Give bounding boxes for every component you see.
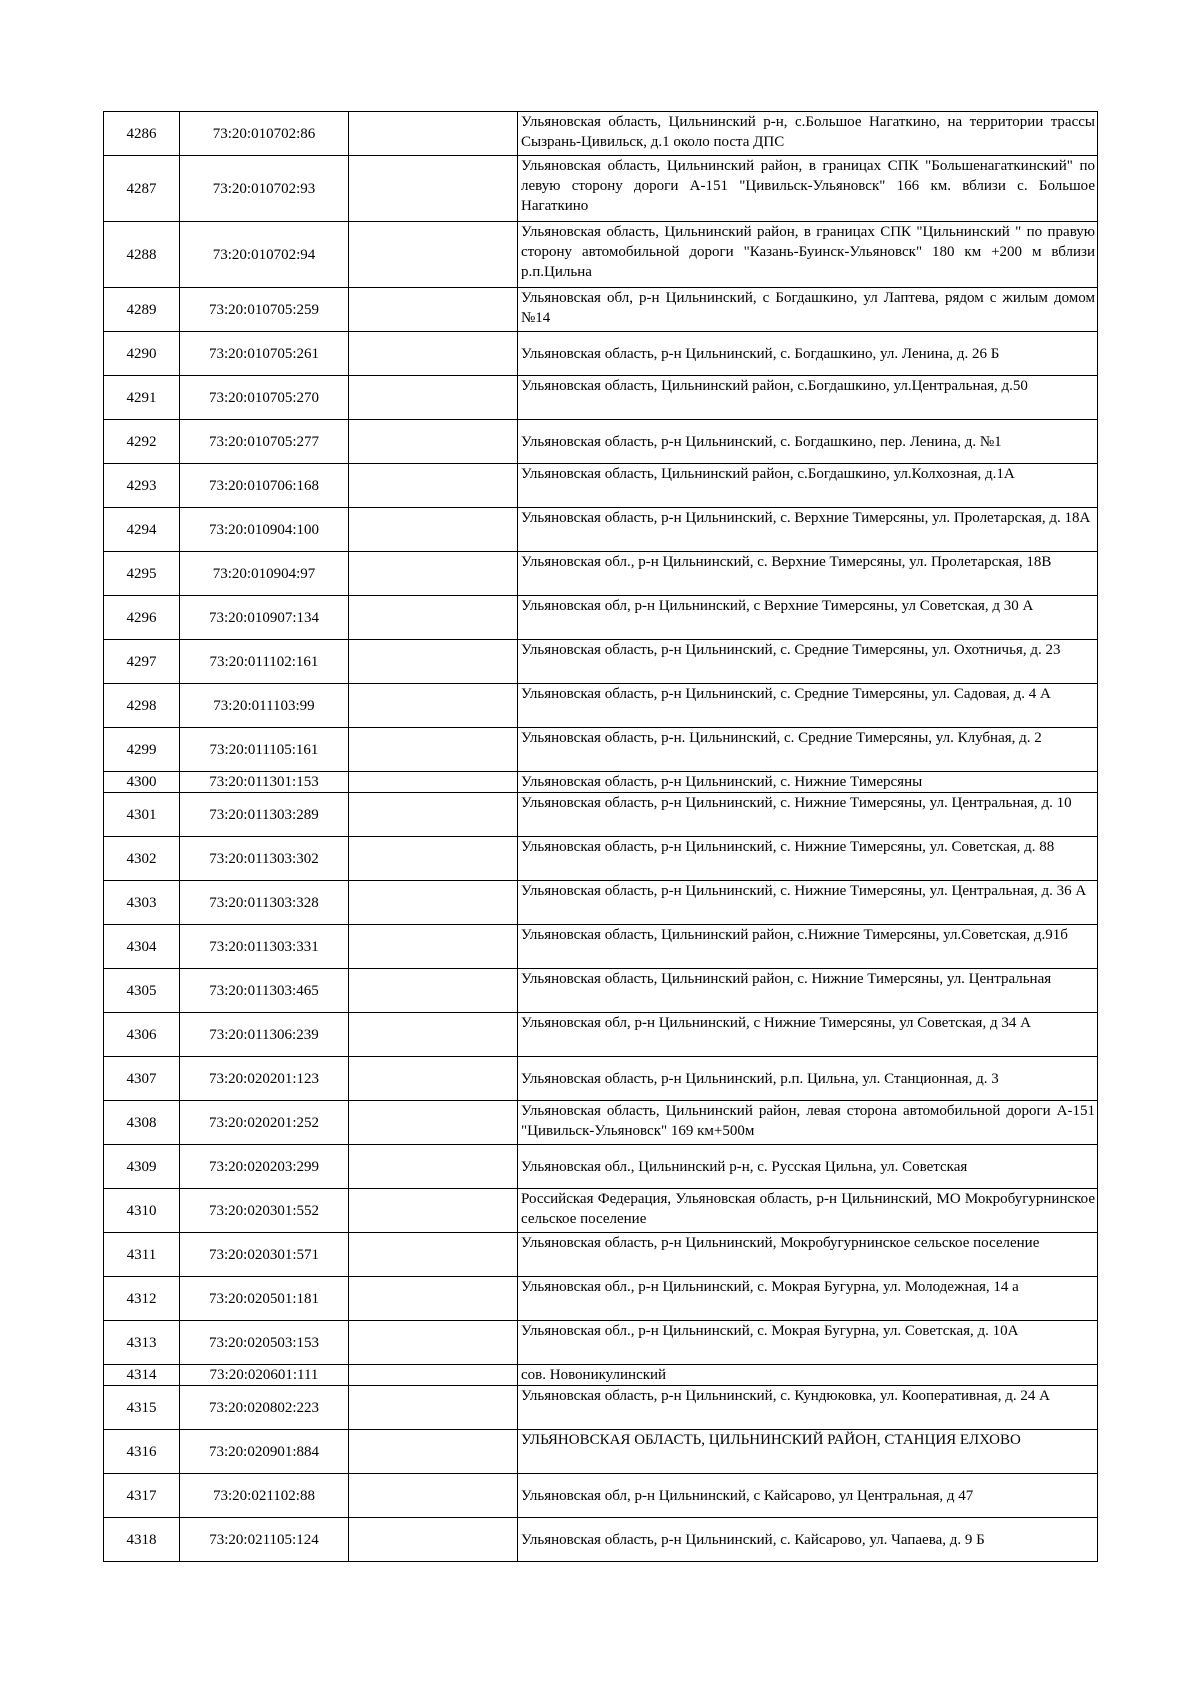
table-row <box>104 684 1098 728</box>
address-cell: Ульяновская область, Цильнинский район, с.Богдашкино, ул.Колхозная, д.1А <box>518 464 1098 508</box>
cadastral-number-cell: 73:20:020601:111 <box>180 1365 349 1386</box>
empty-cell <box>349 1277 518 1321</box>
row-number-cell: 4293 <box>104 464 180 508</box>
table-row <box>104 728 1098 772</box>
address-cell: Ульяновская обл., р-н Цильнинский, с. Верхние Тимерсяны, ул. Пролетарская, 18В <box>518 552 1098 596</box>
table-row <box>104 1474 1098 1518</box>
empty-cell <box>349 881 518 925</box>
empty-cell <box>349 1430 518 1474</box>
address-cell: Ульяновская область, р-н Цильнинский, с. Верхние Тимерсяны, ул. Пролетарская, д. 18А <box>518 508 1098 552</box>
table-row <box>104 1518 1098 1562</box>
row-number-cell: 4313 <box>104 1321 180 1365</box>
address-cell: Ульяновская область, р-н Цильнинский, с. Нижние Тимерсяны, ул. Центральная, д. 36 А <box>518 881 1098 925</box>
address-cell: Ульяновская область, р-н Цильнинский, с. Нижние Тимерсяны, ул. Советская, д. 88 <box>518 837 1098 881</box>
empty-cell <box>349 596 518 640</box>
empty-cell <box>349 728 518 772</box>
table-row <box>104 640 1098 684</box>
address-cell: Ульяновская обл, р-н Цильнинский, с Богдашкино, ул Лаптева, рядом с жилым домом №14 <box>518 288 1098 332</box>
cadastral-number-cell: 73:20:020203:299 <box>180 1145 349 1189</box>
row-number-cell: 4299 <box>104 728 180 772</box>
row-number-cell: 4295 <box>104 552 180 596</box>
address-cell: Ульяновская область, Цильнинский район, с.Нижние Тимерсяны, ул.Советская, д.91б <box>518 925 1098 969</box>
table-row <box>104 1057 1098 1101</box>
address-cell: Ульяновская область, р-н Цильнинский, с. Средние Тимерсяны, ул. Садовая, д. 4 А <box>518 684 1098 728</box>
empty-cell <box>349 640 518 684</box>
cadastral-number-cell: 73:20:011303:328 <box>180 881 349 925</box>
empty-cell <box>349 1321 518 1365</box>
row-number-cell: 4296 <box>104 596 180 640</box>
cadastral-number-cell: 73:20:011303:465 <box>180 969 349 1013</box>
empty-cell <box>349 772 518 793</box>
empty-cell <box>349 288 518 332</box>
address-cell: Ульяновская область, р-н Цильнинский, с. Кундюковка, ул. Кооперативная, д. 24 А <box>518 1386 1098 1430</box>
row-number-cell: 4318 <box>104 1518 180 1562</box>
address-cell: Ульяновская область, р-н Цильнинский, Мокробугурнинское сельское поселение <box>518 1233 1098 1277</box>
cadastral-number-cell: 73:20:011103:99 <box>180 684 349 728</box>
table-row <box>104 1365 1098 1386</box>
cadastral-number-cell: 73:20:021102:88 <box>180 1474 349 1518</box>
row-number-cell: 4290 <box>104 332 180 376</box>
cadastral-number-cell: 73:20:011303:289 <box>180 793 349 837</box>
cadastral-number-cell: 73:20:010907:134 <box>180 596 349 640</box>
cadastral-number-cell: 73:20:010702:93 <box>180 156 349 222</box>
empty-cell <box>349 464 518 508</box>
table-row <box>104 1189 1098 1233</box>
address-cell: Ульяновская область, р-н. Цильнинский, с. Средние Тимерсяны, ул. Клубная, д. 2 <box>518 728 1098 772</box>
table-row <box>104 332 1098 376</box>
row-number-cell: 4294 <box>104 508 180 552</box>
row-number-cell: 4291 <box>104 376 180 420</box>
table-row <box>104 1101 1098 1145</box>
address-cell: Ульяновская область, Цильнинский район, в границах СПК "Большенагаткинский" по левую сторону дороги А-151 "Цивильск-Ульяновск" 166 км. вблизи с. Большое Нагаткино <box>518 156 1098 222</box>
address-cell: Российская Федерация, Ульяновская область, р-н Цильнинский, МО Мокробугурнинское сельское поселение <box>518 1189 1098 1233</box>
row-number-cell: 4309 <box>104 1145 180 1189</box>
cadastral-number-cell: 73:20:020802:223 <box>180 1386 349 1430</box>
empty-cell <box>349 112 518 156</box>
land-plot-registry-table <box>103 111 1098 1562</box>
row-number-cell: 4288 <box>104 222 180 288</box>
empty-cell <box>349 332 518 376</box>
empty-cell <box>349 684 518 728</box>
table-row <box>104 1145 1098 1189</box>
cadastral-number-cell: 73:20:021105:124 <box>180 1518 349 1562</box>
address-cell: Ульяновская обл., р-н Цильнинский, с. Мокрая Бугурна, ул. Советская, д. 10А <box>518 1321 1098 1365</box>
table-row <box>104 464 1098 508</box>
table-row <box>104 793 1098 837</box>
address-cell: Ульяновская обл., Цильнинский р-н, с. Русская Цильна, ул. Советская <box>518 1145 1098 1189</box>
address-cell: Ульяновская область, р-н Цильнинский, с. Богдашкино, пер. Ленина, д. №1 <box>518 420 1098 464</box>
table-row <box>104 596 1098 640</box>
table-row <box>104 837 1098 881</box>
table-row <box>104 552 1098 596</box>
empty-cell <box>349 1101 518 1145</box>
table-row <box>104 112 1098 156</box>
cadastral-number-cell: 73:20:010706:168 <box>180 464 349 508</box>
row-number-cell: 4307 <box>104 1057 180 1101</box>
empty-cell <box>349 156 518 222</box>
cadastral-number-cell: 73:20:020201:252 <box>180 1101 349 1145</box>
row-number-cell: 4310 <box>104 1189 180 1233</box>
table-row <box>104 1277 1098 1321</box>
empty-cell <box>349 1386 518 1430</box>
row-number-cell: 4311 <box>104 1233 180 1277</box>
row-number-cell: 4287 <box>104 156 180 222</box>
cadastral-number-cell: 73:20:011105:161 <box>180 728 349 772</box>
cadastral-number-cell: 73:20:020201:123 <box>180 1057 349 1101</box>
cadastral-number-cell: 73:20:020503:153 <box>180 1321 349 1365</box>
address-cell: Ульяновская область, р-н Цильнинский, с. Нижние Тимерсяны <box>518 772 1098 793</box>
cadastral-number-cell: 73:20:011303:331 <box>180 925 349 969</box>
address-cell: УЛЬЯНОВСКАЯ ОБЛАСТЬ, ЦИЛЬНИНСКИЙ РАЙОН, СТАНЦИЯ ЕЛХОВО <box>518 1430 1098 1474</box>
table-row <box>104 420 1098 464</box>
cadastral-number-cell: 73:20:010904:97 <box>180 552 349 596</box>
empty-cell <box>349 1474 518 1518</box>
row-number-cell: 4304 <box>104 925 180 969</box>
address-cell: Ульяновская область, Цильнинский р-н, с.Большое Нагаткино, на территории трассы Сызрань-Цивильск, д.1 около поста ДПС <box>518 112 1098 156</box>
cadastral-number-cell: 73:20:020501:181 <box>180 1277 349 1321</box>
table-row <box>104 156 1098 222</box>
cadastral-number-cell: 73:20:010702:86 <box>180 112 349 156</box>
row-number-cell: 4302 <box>104 837 180 881</box>
empty-cell <box>349 508 518 552</box>
cadastral-number-cell: 73:20:020901:884 <box>180 1430 349 1474</box>
table-row <box>104 969 1098 1013</box>
empty-cell <box>349 420 518 464</box>
address-cell: Ульяновская область, р-н Цильнинский, с. Богдашкино, ул. Ленина, д. 26 Б <box>518 332 1098 376</box>
address-cell: Ульяновская область, р-н Цильнинский, с. Средние Тимерсяны, ул. Охотничья, д. 23 <box>518 640 1098 684</box>
cadastral-number-cell: 73:20:010705:270 <box>180 376 349 420</box>
empty-cell <box>349 925 518 969</box>
row-number-cell: 4286 <box>104 112 180 156</box>
table-row <box>104 508 1098 552</box>
address-cell: Ульяновская область, Цильнинский район, в границах СПК "Цильнинский " по правую сторону автомобильной дороги "Казань-Буинск-Ульяновск" 180 км +200 м вблизи р.п.Цильна <box>518 222 1098 288</box>
empty-cell <box>349 1518 518 1562</box>
empty-cell <box>349 793 518 837</box>
row-number-cell: 4292 <box>104 420 180 464</box>
cadastral-number-cell: 73:20:020301:571 <box>180 1233 349 1277</box>
empty-cell <box>349 1145 518 1189</box>
table-row <box>104 1430 1098 1474</box>
row-number-cell: 4303 <box>104 881 180 925</box>
table-row <box>104 1233 1098 1277</box>
address-cell: Ульяновская область, Цильнинский район, левая сторона автомобильной дороги А-151 "Цивильск-Ульяновск" 169 км+500м <box>518 1101 1098 1145</box>
address-cell: Ульяновская область, р-н Цильнинский, р.п. Цильна, ул. Станционная, д. 3 <box>518 1057 1098 1101</box>
table-row <box>104 1321 1098 1365</box>
cadastral-number-cell: 73:20:010702:94 <box>180 222 349 288</box>
cadastral-number-cell: 73:20:011306:239 <box>180 1013 349 1057</box>
row-number-cell: 4289 <box>104 288 180 332</box>
empty-cell <box>349 969 518 1013</box>
row-number-cell: 4316 <box>104 1430 180 1474</box>
row-number-cell: 4315 <box>104 1386 180 1430</box>
cadastral-number-cell: 73:20:020301:552 <box>180 1189 349 1233</box>
empty-cell <box>349 1013 518 1057</box>
table-row <box>104 772 1098 793</box>
row-number-cell: 4297 <box>104 640 180 684</box>
row-number-cell: 4305 <box>104 969 180 1013</box>
empty-cell <box>349 222 518 288</box>
registry-table-body <box>104 112 1098 1562</box>
row-number-cell: 4317 <box>104 1474 180 1518</box>
address-cell: Ульяновская обл, р-н Цильнинский, с Верхние Тимерсяны, ул Советская, д 30 А <box>518 596 1098 640</box>
empty-cell <box>349 1057 518 1101</box>
address-cell: Ульяновская область, р-н Цильнинский, с. Кайсарово, ул. Чапаева, д. 9 Б <box>518 1518 1098 1562</box>
cadastral-number-cell: 73:20:010705:259 <box>180 288 349 332</box>
address-cell: сов. Новоникулинский <box>518 1365 1098 1386</box>
table-row <box>104 376 1098 420</box>
address-cell: Ульяновская обл., р-н Цильнинский, с. Мокрая Бугурна, ул. Молодежная, 14 а <box>518 1277 1098 1321</box>
cadastral-number-cell: 73:20:010904:100 <box>180 508 349 552</box>
empty-cell <box>349 1233 518 1277</box>
table-row <box>104 1013 1098 1057</box>
cadastral-number-cell: 73:20:011301:153 <box>180 772 349 793</box>
row-number-cell: 4301 <box>104 793 180 837</box>
table-row <box>104 222 1098 288</box>
row-number-cell: 4308 <box>104 1101 180 1145</box>
row-number-cell: 4300 <box>104 772 180 793</box>
table-row <box>104 1386 1098 1430</box>
row-number-cell: 4314 <box>104 1365 180 1386</box>
row-number-cell: 4312 <box>104 1277 180 1321</box>
empty-cell <box>349 1189 518 1233</box>
row-number-cell: 4306 <box>104 1013 180 1057</box>
table-row <box>104 881 1098 925</box>
address-cell: Ульяновская область, р-н Цильнинский, с. Нижние Тимерсяны, ул. Центральная, д. 10 <box>518 793 1098 837</box>
empty-cell <box>349 376 518 420</box>
cadastral-number-cell: 73:20:011303:302 <box>180 837 349 881</box>
empty-cell <box>349 837 518 881</box>
address-cell: Ульяновская область, Цильнинский район, с.Богдашкино, ул.Центральная, д.50 <box>518 376 1098 420</box>
address-cell: Ульяновская обл, р-н Цильнинский, с Нижние Тимерсяны, ул Советская, д 34 А <box>518 1013 1098 1057</box>
table-row <box>104 925 1098 969</box>
cadastral-number-cell: 73:20:011102:161 <box>180 640 349 684</box>
row-number-cell: 4298 <box>104 684 180 728</box>
table-row <box>104 288 1098 332</box>
cadastral-number-cell: 73:20:010705:261 <box>180 332 349 376</box>
empty-cell <box>349 552 518 596</box>
address-cell: Ульяновская область, Цильнинский район, с. Нижние Тимерсяны, ул. Центральная <box>518 969 1098 1013</box>
empty-cell <box>349 1365 518 1386</box>
address-cell: Ульяновская обл, р-н Цильнинский, с Кайсарово, ул Центральная, д 47 <box>518 1474 1098 1518</box>
cadastral-number-cell: 73:20:010705:277 <box>180 420 349 464</box>
